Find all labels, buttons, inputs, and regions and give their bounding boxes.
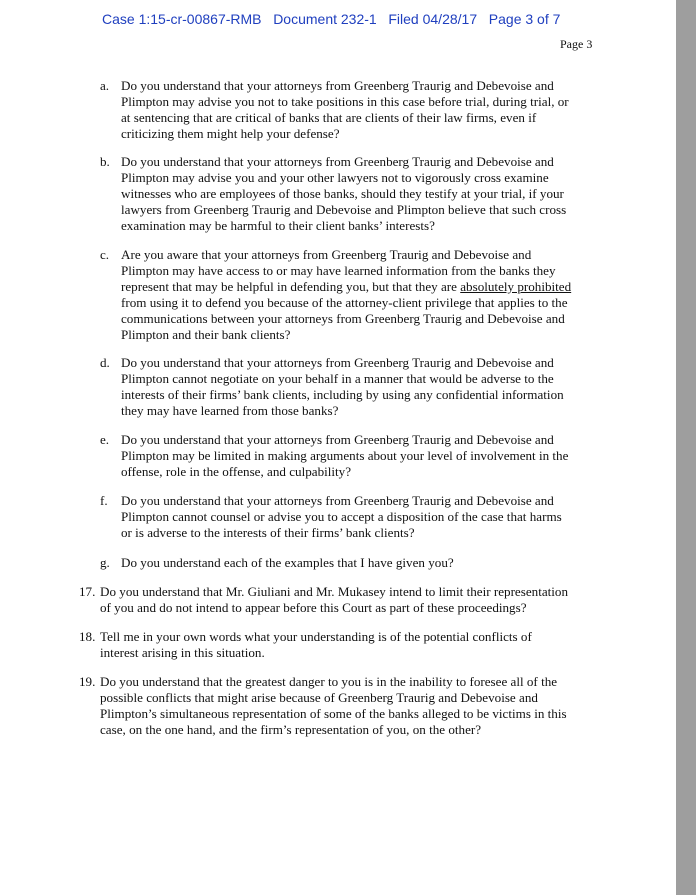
question-item-f — [100, 493, 596, 541]
item-line: Do you understand that your attorneys from Greenberg Traurig and Debevoise and — [121, 432, 554, 447]
item-line: Plimpton may be limited in making arguments about your level of involvement in the — [121, 448, 569, 463]
question-item-g — [100, 555, 596, 571]
item-marker: f. — [100, 493, 108, 508]
page-of-count: Page 3 of 7 — [488, 11, 561, 27]
item-line: criticizing them might help your defense? — [121, 126, 340, 141]
ecf-filing-header — [102, 11, 560, 27]
item-line: they may have learned from those banks? — [121, 403, 339, 418]
item-marker: 19. — [79, 674, 96, 689]
item-line: Plimpton’s simultaneous representation of some of the banks alleged to be victims in this — [100, 706, 567, 721]
item-marker: 17. — [79, 584, 96, 599]
item-marker: g. — [100, 555, 110, 570]
item-marker: e. — [100, 432, 110, 447]
document-number: Document 232-1 — [273, 11, 377, 27]
item-line: Do you understand that the greatest danger to you is in the inability to foresee all of the — [100, 674, 558, 689]
item-line: communications between your attorneys from Greenberg Traurig and Debevoise and — [121, 311, 565, 326]
item-line: Plimpton cannot counsel or advise you to accept a disposition of the case that harms — [121, 509, 562, 524]
question-item-b — [100, 154, 596, 234]
item-line: Do you understand that your attorneys from Greenberg Traurig and Debevoise and — [121, 154, 554, 169]
item-line: or is adverse to the interests of their firms’ bank clients? — [121, 525, 415, 540]
item-line: from using it to defend you because of the attorney-client privilege that applies to the — [121, 295, 568, 310]
item-line: Plimpton may advise you not to take positions in this case before trial, during trial, or — [121, 94, 569, 109]
question-item-a — [100, 78, 596, 142]
question-item-19 — [79, 674, 595, 738]
item-line: Do you understand each of the examples that I have given you? — [121, 555, 454, 570]
item-line: offense, role in the offense, and culpability? — [121, 464, 352, 479]
item-line: Do you understand that your attorneys from Greenberg Traurig and Debevoise and — [121, 493, 554, 508]
item-line: Plimpton may advise you and your other lawyers not to vigorously cross examine — [121, 170, 549, 185]
item-line: at sentencing that are critical of banks that are clients of their law firms, even if — [121, 110, 537, 125]
vertical-scrollbar[interactable] — [676, 0, 696, 895]
underlined-phrase: absolutely prohibited — [460, 279, 572, 294]
item-marker: 18. — [79, 629, 96, 644]
item-line: Tell me in your own words what your understanding is of the potential conflicts of — [100, 629, 532, 644]
item-line: interests of their firms’ bank clients, including by using any confidential information — [121, 387, 564, 402]
question-item-18 — [79, 629, 595, 661]
filed-date: Filed 04/28/17 — [388, 11, 478, 27]
item-marker: d. — [100, 355, 110, 370]
question-item-c — [100, 247, 596, 343]
item-line: of you and do not intend to appear before this Court as part of these proceedings? — [100, 600, 527, 615]
item-line: Do you understand that your attorneys from Greenberg Traurig and Debevoise and — [121, 78, 554, 93]
item-line: interest arising in this situation. — [100, 645, 265, 660]
question-item-e — [100, 432, 596, 480]
item-line: possible conflicts that might arise because of Greenberg Traurig and Debevoise and — [100, 690, 538, 705]
item-line: lawyers from Greenberg Traurig and Debevoise and Plimpton believe that such cross — [121, 202, 567, 217]
page-number-label: Page 3 — [560, 37, 593, 51]
item-line: Do you understand that Mr. Giuliani and Mr. Mukasey intend to limit their representation — [100, 584, 569, 599]
item-marker: a. — [100, 78, 110, 93]
item-line: Plimpton and their bank clients? — [121, 327, 291, 342]
item-line: Are you aware that your attorneys from Greenberg Traurig and Debevoise and — [121, 247, 532, 262]
case-number: Case 1:15-cr-00867-RMB — [102, 11, 262, 27]
item-marker: b. — [100, 154, 110, 169]
item-line: case, on the one hand, and the firm’s representation of you, on the other? — [100, 722, 482, 737]
item-line: examination may be harmful to their client banks’ interests? — [121, 218, 435, 233]
item-line: represent that may be helpful in defending you, but that they are — [121, 279, 461, 294]
item-marker: c. — [100, 247, 110, 262]
item-line: witnesses who are employees of those banks, should they testify at your trial, if your — [121, 186, 564, 201]
question-item-17 — [79, 584, 595, 616]
item-line-with-emphasis — [121, 279, 596, 295]
item-line: Do you understand that your attorneys from Greenberg Traurig and Debevoise and — [121, 355, 554, 370]
item-line: Plimpton may have access to or may have learned information from the banks they — [121, 263, 556, 278]
question-item-d — [100, 355, 596, 419]
item-line: Plimpton cannot negotiate on your behalf in a manner that would be adverse to the — [121, 371, 554, 386]
